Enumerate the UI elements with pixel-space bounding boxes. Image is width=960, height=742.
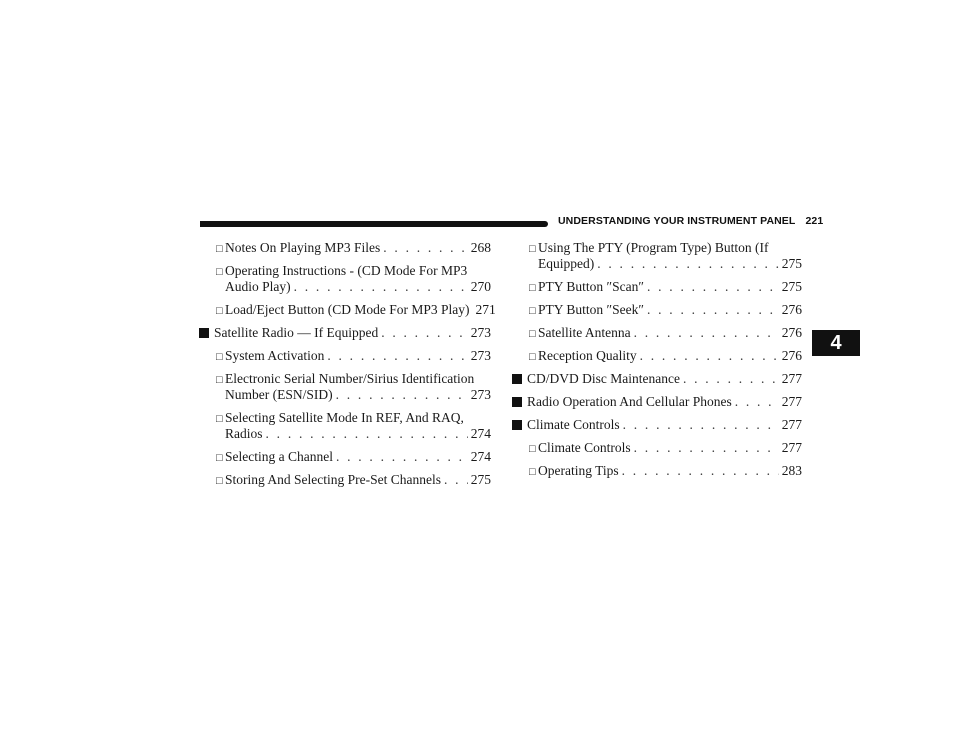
- toc-entry-title: Selecting a Channel: [225, 449, 333, 464]
- toc-entry-page: 275: [781, 279, 802, 294]
- toc-entry-page: 274: [470, 426, 491, 441]
- toc-entry-title: Notes On Playing MP3 Files: [225, 240, 381, 255]
- toc-entry-page: 273: [470, 325, 491, 340]
- dot-leader: [381, 325, 468, 341]
- toc-entry-title: PTY Button ″Seek″: [538, 302, 644, 317]
- toc-entry-page: 271: [475, 302, 496, 317]
- filled-square-bullet-icon: [512, 374, 522, 384]
- toc-entry-sub: [512, 348, 802, 364]
- dot-leader: [294, 279, 468, 295]
- toc-entry-title: Satellite Radio — If Equipped: [214, 325, 379, 340]
- dot-leader: [336, 449, 468, 465]
- running-header: [558, 215, 823, 227]
- toc-entry-title: Satellite Antenna: [538, 325, 631, 340]
- toc-entry-sub: [512, 325, 802, 341]
- toc-entry-title: Storing And Selecting Pre-Set Channels: [225, 472, 441, 487]
- toc-entry-page: 277: [781, 440, 802, 455]
- dot-leader: [444, 472, 468, 488]
- dot-leader: [683, 371, 779, 387]
- toc-entry-title: System Activation: [225, 348, 325, 363]
- section-title: UNDERSTANDING YOUR INSTRUMENT PANEL: [558, 215, 796, 227]
- toc-entry-title: Audio Play): [225, 279, 291, 294]
- toc-entry-title: Reception Quality: [538, 348, 637, 363]
- toc-entry-title-line: Selecting Satellite Mode In REF, And RAQ,: [225, 410, 464, 425]
- toc-entry-title: Climate Controls: [538, 440, 631, 455]
- hollow-square-bullet-icon: □: [216, 243, 223, 255]
- toc-entry-sub: [512, 279, 802, 295]
- toc-entry-page: 270: [470, 279, 491, 294]
- dot-leader: [336, 387, 468, 403]
- toc-entry-title: Number (ESN/SID): [225, 387, 333, 402]
- toc-entry-page: 277: [781, 417, 802, 432]
- toc-entry-sub: [199, 472, 491, 488]
- toc-entry-main: [512, 417, 802, 433]
- hollow-square-bullet-icon: □: [529, 351, 536, 363]
- toc-entry-title: Equipped): [538, 256, 595, 271]
- toc-entry-title-line: Electronic Serial Number/Sirius Identification: [225, 371, 475, 386]
- hollow-square-bullet-icon: □: [529, 243, 536, 255]
- dot-leader: [266, 426, 468, 442]
- toc-entry-sub: [512, 302, 802, 318]
- dot-leader: [327, 348, 467, 364]
- toc-entry-sub: [199, 410, 491, 442]
- dot-leader: [383, 240, 467, 256]
- dot-leader: [640, 348, 779, 364]
- toc-entry-sub: [199, 240, 491, 256]
- toc-entry-sub: [199, 348, 491, 364]
- toc-entry-title: Climate Controls: [527, 417, 620, 432]
- toc-right-column: [512, 240, 802, 486]
- hollow-square-bullet-icon: □: [216, 374, 223, 386]
- toc-entry-main: [512, 371, 802, 387]
- dot-leader: [647, 302, 779, 318]
- hollow-square-bullet-icon: □: [216, 351, 223, 363]
- toc-entry-page: 274: [470, 449, 491, 464]
- hollow-square-bullet-icon: □: [529, 305, 536, 317]
- hollow-square-bullet-icon: □: [529, 466, 536, 478]
- toc-entry-title: Radio Operation And Cellular Phones: [527, 394, 732, 409]
- toc-entry-title: Radios: [225, 426, 263, 441]
- toc-entry-title: CD/DVD Disc Maintenance: [527, 371, 680, 386]
- toc-entry-title-line: Using The PTY (Program Type) Button (If: [538, 240, 769, 255]
- toc-entry-title: Operating Tips: [538, 463, 619, 478]
- header-rule: [200, 221, 548, 227]
- toc-entry-page: 273: [470, 348, 491, 363]
- toc-entry-sub: [512, 240, 802, 272]
- filled-square-bullet-icon: [512, 420, 522, 430]
- dot-leader: [597, 256, 779, 272]
- toc-entry-page: 276: [781, 348, 802, 363]
- hollow-square-bullet-icon: □: [216, 305, 223, 317]
- dot-leader: [647, 279, 779, 295]
- toc-entry-page: 283: [781, 463, 802, 478]
- hollow-square-bullet-icon: □: [216, 475, 223, 487]
- hollow-square-bullet-icon: □: [529, 443, 536, 455]
- toc-left-column: [199, 240, 496, 495]
- toc-entry-sub: [199, 371, 491, 403]
- toc-entry-main: [512, 394, 802, 410]
- filled-square-bullet-icon: [199, 328, 209, 338]
- hollow-square-bullet-icon: □: [216, 452, 223, 464]
- hollow-square-bullet-icon: □: [529, 282, 536, 294]
- page-number: 221: [805, 215, 824, 227]
- toc-entry-title: Load/Eject Button (CD Mode For MP3 Play): [225, 302, 470, 317]
- dot-leader: [735, 394, 779, 410]
- dot-leader: [623, 417, 779, 433]
- toc-entry-sub: [512, 463, 802, 479]
- dot-leader: [634, 325, 779, 341]
- toc-entry-sub: [199, 302, 496, 318]
- toc-entry-title: PTY Button ″Scan″: [538, 279, 644, 294]
- toc-entry-page: 275: [470, 472, 491, 487]
- toc-entry-sub: [199, 449, 491, 465]
- toc-entry-main: [199, 325, 491, 341]
- dot-leader: [634, 440, 779, 456]
- hollow-square-bullet-icon: □: [216, 266, 223, 278]
- chapter-tab: 4: [812, 330, 860, 356]
- filled-square-bullet-icon: [512, 397, 522, 407]
- toc-entry-page: 268: [470, 240, 491, 255]
- toc-entry-page: 277: [781, 394, 802, 409]
- toc-entry-sub: [512, 440, 802, 456]
- toc-entry-page: 276: [781, 325, 802, 340]
- dot-leader: [622, 463, 779, 479]
- toc-entry-page: 273: [470, 387, 491, 402]
- toc-entry-page: 277: [781, 371, 802, 386]
- hollow-square-bullet-icon: □: [529, 328, 536, 340]
- hollow-square-bullet-icon: □: [216, 413, 223, 425]
- toc-entry-title-line: Operating Instructions - (CD Mode For MP3: [225, 263, 468, 278]
- toc-entry-sub: [199, 263, 491, 295]
- toc-entry-page: 275: [781, 256, 802, 271]
- toc-entry-page: 276: [781, 302, 802, 317]
